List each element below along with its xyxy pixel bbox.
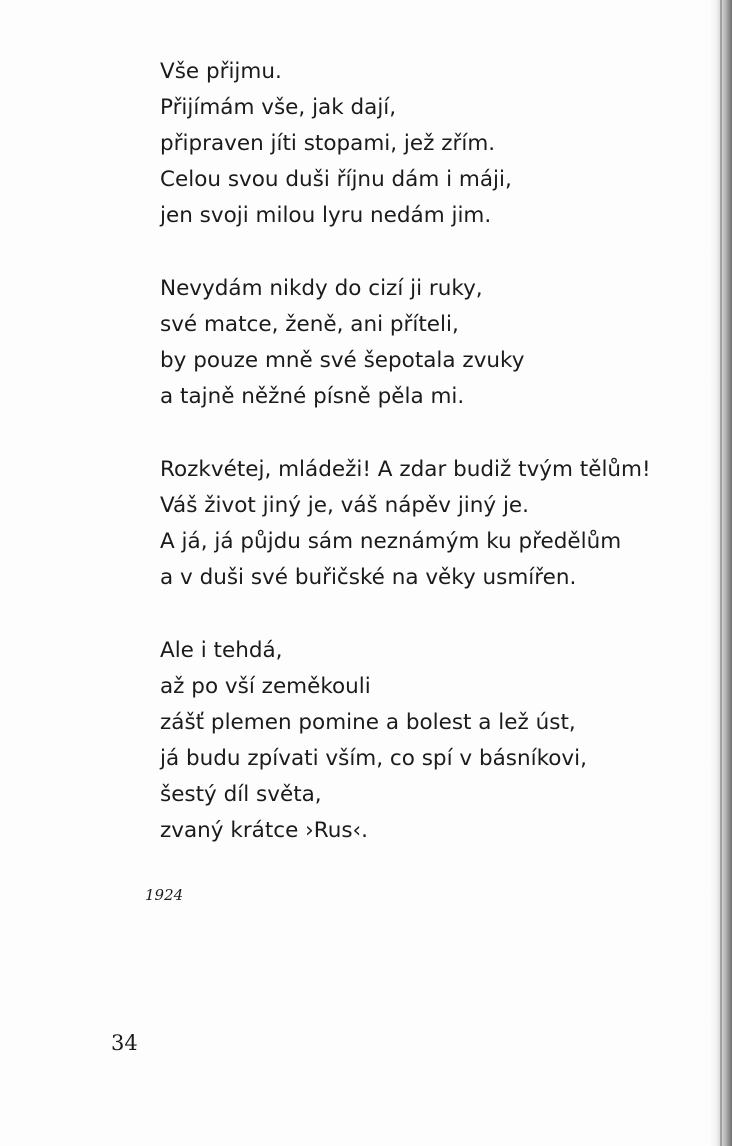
poem-line: Přijímám vše, jak dají, bbox=[160, 95, 397, 120]
poem-text bbox=[160, 54, 700, 886]
poem-line: své matce, ženě, ani příteli, bbox=[160, 312, 459, 337]
poem-line: Rozkvétej, mládeži! A zdar budiž tvým tělům! bbox=[160, 457, 651, 482]
poem-date: 1924 bbox=[145, 886, 184, 904]
poem-stanza-2 bbox=[160, 271, 700, 415]
poem-line: až po vší zeměkouli bbox=[160, 674, 371, 699]
poem-line: Váš život jiný je, váš nápěv jiný je. bbox=[160, 493, 529, 518]
poem-line: Ale i tehdá, bbox=[160, 638, 283, 663]
poem-line: Nevydám nikdy do cizí ji ruky, bbox=[160, 276, 483, 301]
poem-line: a tajně něžné písně pěla mi. bbox=[160, 384, 465, 409]
poem-line: zvaný krátce ›Rus‹. bbox=[160, 818, 368, 843]
poem-stanza-1 bbox=[160, 54, 700, 234]
poem-stanza-4 bbox=[160, 633, 700, 849]
poem-line: připraven jíti stopami, jež zřím. bbox=[160, 131, 496, 156]
page-number: 34 bbox=[111, 1031, 138, 1055]
poem-line: A já, já půjdu sám neznámým ku předělům bbox=[160, 529, 622, 554]
poem-line: a v duši své buřičské na věky usmířen. bbox=[160, 565, 577, 590]
poem-line: jen svoji milou lyru nedám jim. bbox=[160, 203, 492, 228]
poem-stanza-3 bbox=[160, 452, 700, 596]
poem-line: Vše přijmu. bbox=[160, 59, 282, 84]
poem-line: já budu zpívati vším, co spí v básníkovi, bbox=[160, 746, 587, 771]
poem-line: zášť plemen pomine a bolest a lež úst, bbox=[160, 710, 576, 735]
poem-line: by pouze mně své šepotala zvuky bbox=[160, 348, 525, 373]
poem-line: Celou svou duši říjnu dám i máji, bbox=[160, 167, 512, 192]
page-edge-line bbox=[720, 0, 722, 1146]
poem-line: šestý díl světa, bbox=[160, 782, 322, 807]
